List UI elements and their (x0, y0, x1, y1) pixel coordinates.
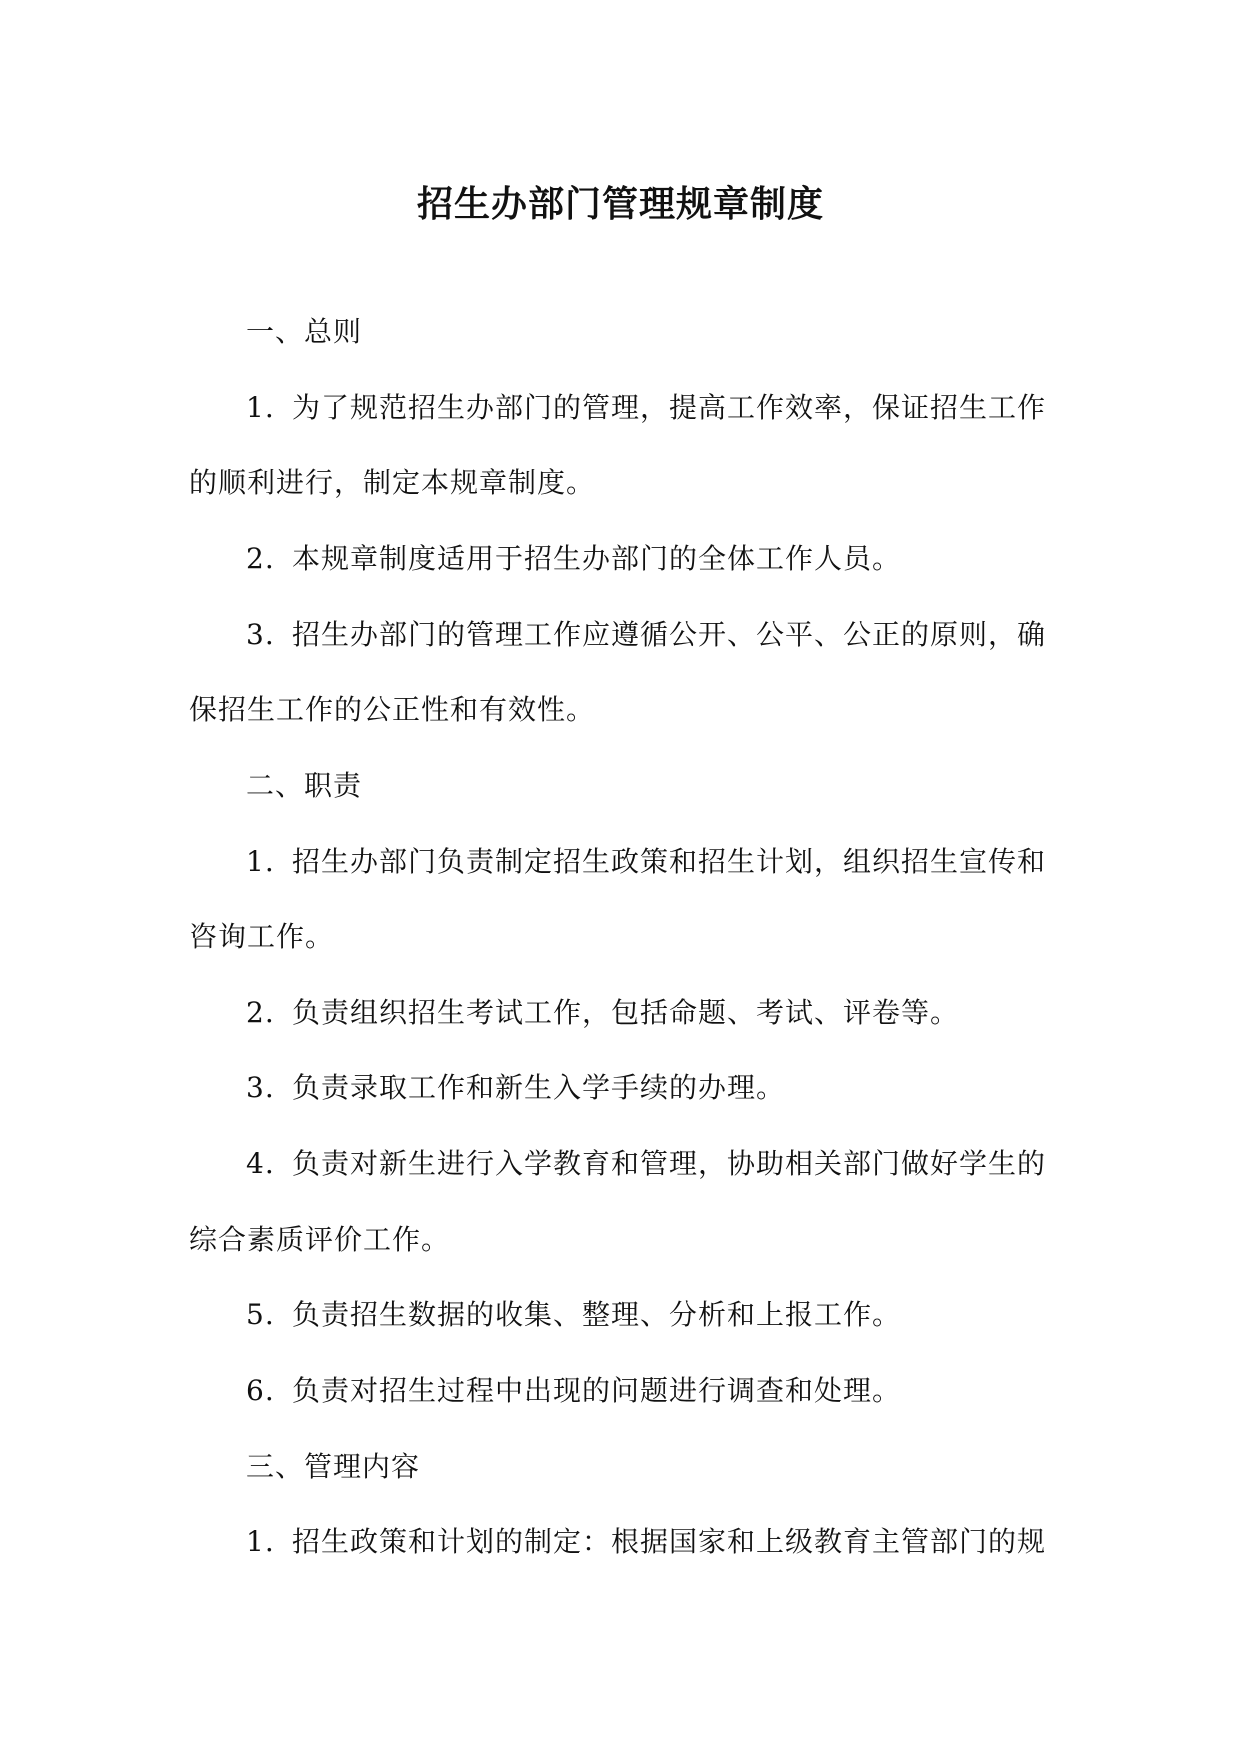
paragraph-text: 招生政策和计划的制定：根据国家和上级教育主管部门的规 (292, 1525, 1047, 1558)
paragraph-line (246, 1068, 785, 1108)
paragraph-number: 1. (246, 391, 275, 424)
paragraph-text: 负责招生数据的收集、整理、分析和上报工作。 (292, 1298, 902, 1331)
paragraph-text: 招生办部门的管理工作应遵循公开、公平、公正的原则，确 (292, 618, 1047, 651)
paragraph-number: 1. (246, 1525, 275, 1558)
section-heading-duties: 二、职责 (246, 769, 363, 802)
paragraph-line (246, 539, 901, 579)
paragraph-number: 6. (246, 1374, 275, 1407)
paragraph-line (246, 388, 1046, 428)
paragraph-text: 负责对新生进行入学教育和管理，协助相关部门做好学生的 (292, 1147, 1047, 1180)
paragraph-number: 1. (246, 845, 275, 878)
paragraph-line (246, 842, 1046, 882)
paragraph-number: 3. (246, 1071, 275, 1104)
paragraph-continuation: 的顺利进行，制定本规章制度。 (189, 466, 596, 499)
paragraph-line (246, 1522, 1046, 1562)
paragraph-continuation: 综合素质评价工作。 (189, 1223, 451, 1256)
paragraph-text: 招生办部门负责制定招生政策和招生计划，组织招生宣传和 (292, 845, 1047, 878)
paragraph-text: 本规章制度适用于招生办部门的全体工作人员。 (292, 542, 902, 575)
paragraph-text: 负责组织招生考试工作，包括命题、考试、评卷等。 (292, 996, 960, 1029)
paragraph-number: 5. (246, 1298, 275, 1331)
paragraph-number: 4. (246, 1147, 275, 1180)
paragraph-continuation: 保招生工作的公正性和有效性。 (189, 693, 596, 726)
paragraph-line (246, 1295, 901, 1335)
paragraph-number: 2. (246, 542, 275, 575)
paragraph-continuation: 咨询工作。 (189, 920, 335, 953)
paragraph-number: 2. (246, 996, 275, 1029)
paragraph-line (246, 993, 959, 1033)
paragraph-line (246, 1144, 1046, 1184)
paragraph-text: 负责录取工作和新生入学手续的办理。 (292, 1071, 786, 1104)
paragraph-line (246, 1371, 901, 1411)
section-heading-general: 一、总则 (246, 315, 363, 348)
section-heading-management: 三、管理内容 (246, 1450, 421, 1483)
paragraph-line (246, 615, 1046, 655)
paragraph-text: 负责对招生过程中出现的问题进行调查和处理。 (292, 1374, 902, 1407)
paragraph-text: 为了规范招生办部门的管理，提高工作效率，保证招生工作 (292, 391, 1047, 424)
paragraph-number: 3. (246, 618, 275, 651)
page-title: 招生办部门管理规章制度 (416, 183, 824, 225)
